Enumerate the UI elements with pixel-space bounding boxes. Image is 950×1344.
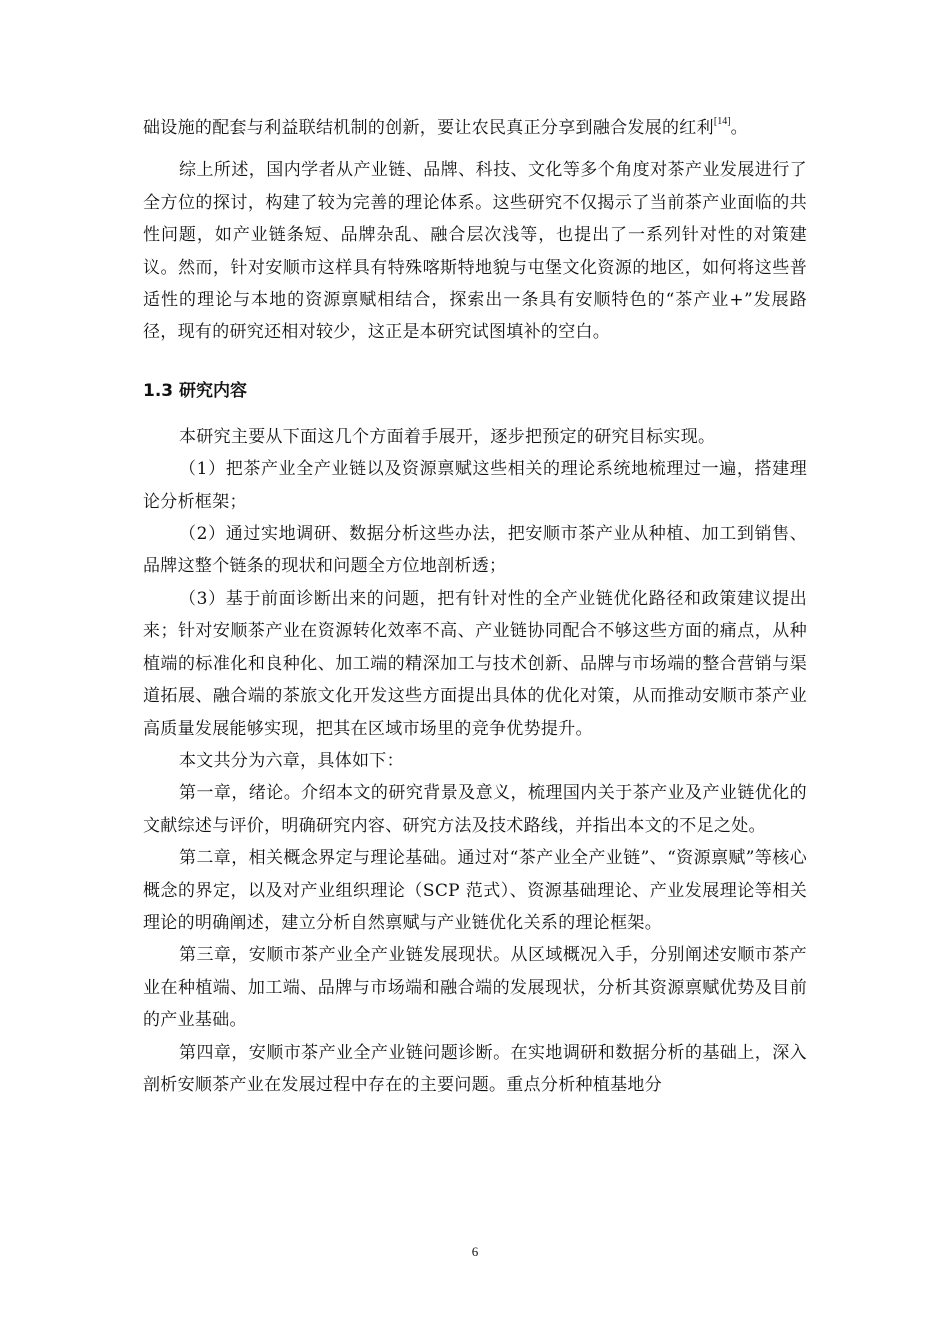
- citation-reference: [14]: [713, 116, 731, 127]
- continued-paragraph-end: 。: [730, 118, 748, 138]
- chapter-paragraph: 第一章，绪论。介绍本文的研究背景及意义，梳理国内关于茶产业及产业链优化的文献综述与评价，明确研究内容、研究方法及技术路线，并指出本文的不足之处。: [143, 783, 807, 836]
- intro-paragraph: 本研究主要从下面这几个方面着手展开，逐步把预定的研究目标实现。: [179, 426, 716, 447]
- continued-paragraph: [143, 112, 807, 144]
- chapter-paragraph: 第二章，相关概念界定与理论基础。通过对“茶产业全产业链”、“资源禀赋”等核心概念的界定，以及对产业组织理论（SCP 范式）、资源基础理论、产业发展理论等相关理论的明确阐述，建立分析自然禀赋与产业链优化关系的理论框架。: [143, 848, 807, 933]
- chapters-intro: 本文共分为六章，具体如下：: [179, 750, 404, 771]
- list-item: （3）基于前面诊断出来的问题，把有针对性的全产业链优化路径和政策建议提出来；针对安顺茶产业在资源转化效率不高、产业链协同配合不够这些方面的痛点，从种植端的标准化和良种化、加工端的精深加工与技术创新、品牌与市场端的整合营销与渠道拓展、融合端的茶旅文化开发这些方面提出具体的优化对策，从而推动安顺市茶产业高质量发展能够实现，把其在区域市场里的竞争优势提升。: [143, 588, 807, 739]
- list-item: （2）通过实地调研、数据分析这些办法，把安顺市茶产业从种植、加工到销售、品牌这整个链条的现状和问题全方位地剖析透；: [143, 524, 807, 577]
- page-number: 6: [471, 1244, 479, 1259]
- list-item: （1）把茶产业全产业链以及资源禀赋这些相关的理论系统地梳理过一遍，搭建理论分析框架；: [143, 459, 807, 512]
- chapter-paragraph: 第三章，安顺市茶产业全产业链发展现状。从区域概况入手，分别阐述安顺市茶产业在种植端、加工端、品牌与市场端和融合端的发展现状，分析其资源禀赋优势及目前的产业基础。: [143, 945, 807, 1031]
- continued-paragraph-text: 础设施的配套与利益联结机制的创新，要让农民真正分享到融合发展的红利: [143, 118, 714, 138]
- chapter-paragraph: 第四章，安顺市茶产业全产业链问题诊断。在实地调研和数据分析的基础上，深入剖析安顺茶产业在发展过程中存在的主要问题。重点分析种植基地分: [143, 1042, 807, 1095]
- summary-paragraph: 综上所述，国内学者从产业链、品牌、科技、文化等多个角度对茶产业发展进行了全方位的探讨，构建了较为完善的理论体系。这些研究不仅揭示了当前茶产业面临的共性问题，如产业链条短、品牌杂乱、融合层次浅等，也提出了一系列针对性的对策建议。然而，针对安顺市这样具有特殊喀斯特地貌与屯堡文化资源的地区，如何将这些普适性的理论与本地的资源禀赋相结合，探索出一条具有安顺特色的“茶产业+”发展路径，现有的研究还相对较少，这正是本研究试图填补的空白。: [143, 160, 807, 343]
- document-body: [143, 112, 807, 1101]
- section-heading: 1.3 研究内容: [143, 380, 248, 401]
